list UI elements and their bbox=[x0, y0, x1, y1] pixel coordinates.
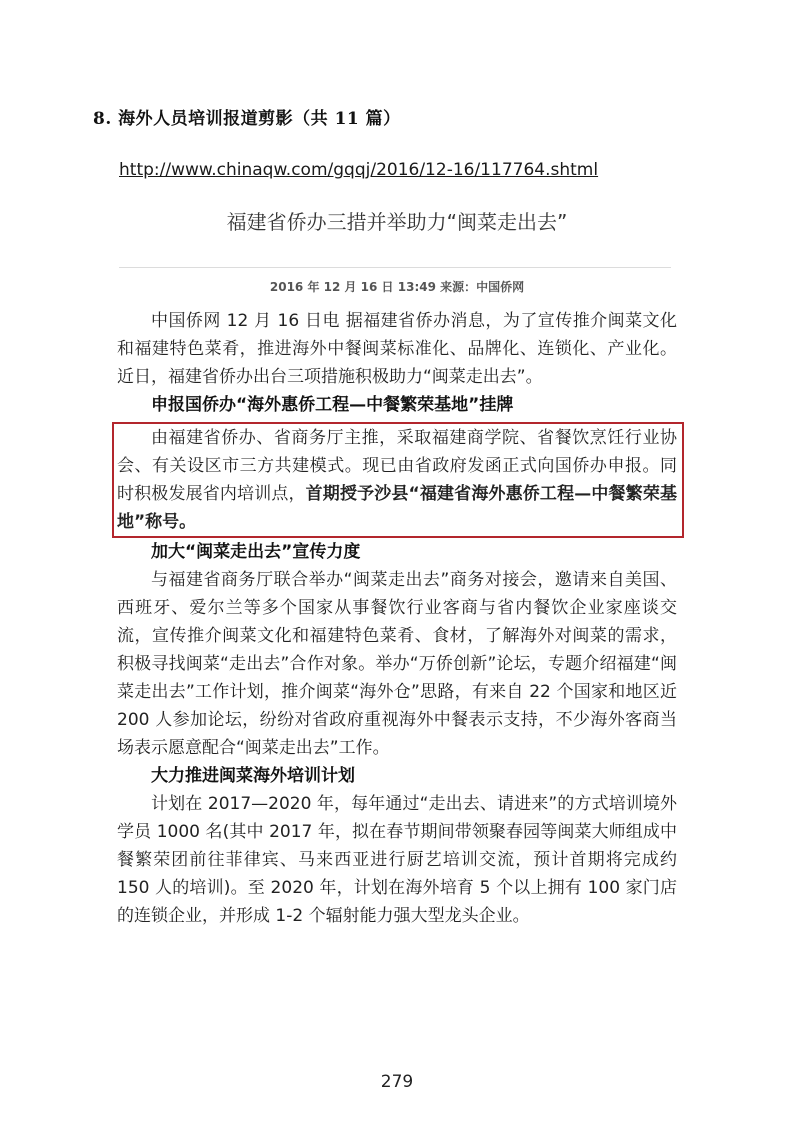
section3-heading: 大力推进闽菜海外培训计划 bbox=[151, 766, 355, 786]
section2-body: 与福建省商务厅联合举办“闽菜走出去”商务对接会，邀请来自美国、西班牙、爱尔兰等多个国家从事餐饮行业客商与省内餐饮企业家座谈交流，宣传推介闽菜文化和福建特色菜肴、食材，了解海外对闽菜的需求，积极寻找闽菜“走出去”合作对象。举办“万侨创新”论坛，专题介绍福建“闽菜走出去”工作计划，推介闽菜“海外仓”思路，有来自 22 个国家和地区近 200 人参加论坛，纷纷对省政府重视海外中餐表示支持，不少海外客商当场表示愿意配合“闽菜走出去”工作。 bbox=[117, 570, 677, 758]
source-url-link[interactable]: http://www.chinaqw.com/gqqj/2016/12-16/117764.shtml bbox=[119, 160, 599, 180]
article-title: 福建省侨办三措并举助力“闽菜走出去” bbox=[226, 210, 568, 234]
title-divider bbox=[119, 267, 671, 268]
article-intro: 中国侨网 12 月 16 日电 据福建省侨办消息，为了宣传推介闽菜文化和福建特色菜肴，推进海外中餐闽菜标准化、品牌化、连锁化、产业化。近日，福建省侨办出台三项措施积极助力“闽菜走出去”。 bbox=[117, 311, 677, 387]
article-meta: 2016 年 12 月 16 日 13:49 来源：中国侨网 bbox=[269, 280, 525, 294]
article-clipping bbox=[117, 200, 677, 930]
page-number: 279 bbox=[380, 1072, 414, 1092]
section1-emphasis: 首期授予沙县“福建省海外惠侨工程—中餐繁荣基地”称号。 bbox=[117, 484, 677, 532]
section1-text: 由福建省侨办、省商务厅主推，采取福建商学院、省餐饮烹饪行业协会、有关设区市三方共建模式。现已由省政府发函正式向国侨办申报。同时积极发展省内培训点， bbox=[117, 428, 677, 504]
highlight-box bbox=[112, 422, 684, 538]
section3-body: 计划在 2017—2020 年，每年通过“走出去、请进来”的方式培训境外学员 1000 名(其中 2017 年，拟在春节期间带领聚春园等闽菜大师组成中餐繁荣团前往菲律宾、马来西亚进行厨艺培训交流，预计首期将完成约 150 人的培训)。至 2020 年，计划在海外培育 5 个以上拥有 100 家门店的连锁企业，并形成 1-2 个辐射能力强大型龙头企业。 bbox=[117, 794, 677, 926]
section-heading: 8. 海外人员培训报道剪影（共 11 篇） bbox=[93, 109, 401, 129]
section1-body bbox=[117, 424, 677, 536]
section1-heading: 申报国侨办“海外惠侨工程—中餐繁荣基地”挂牌 bbox=[151, 395, 514, 415]
section2-heading: 加大“闽菜走出去”宣传力度 bbox=[151, 542, 361, 562]
